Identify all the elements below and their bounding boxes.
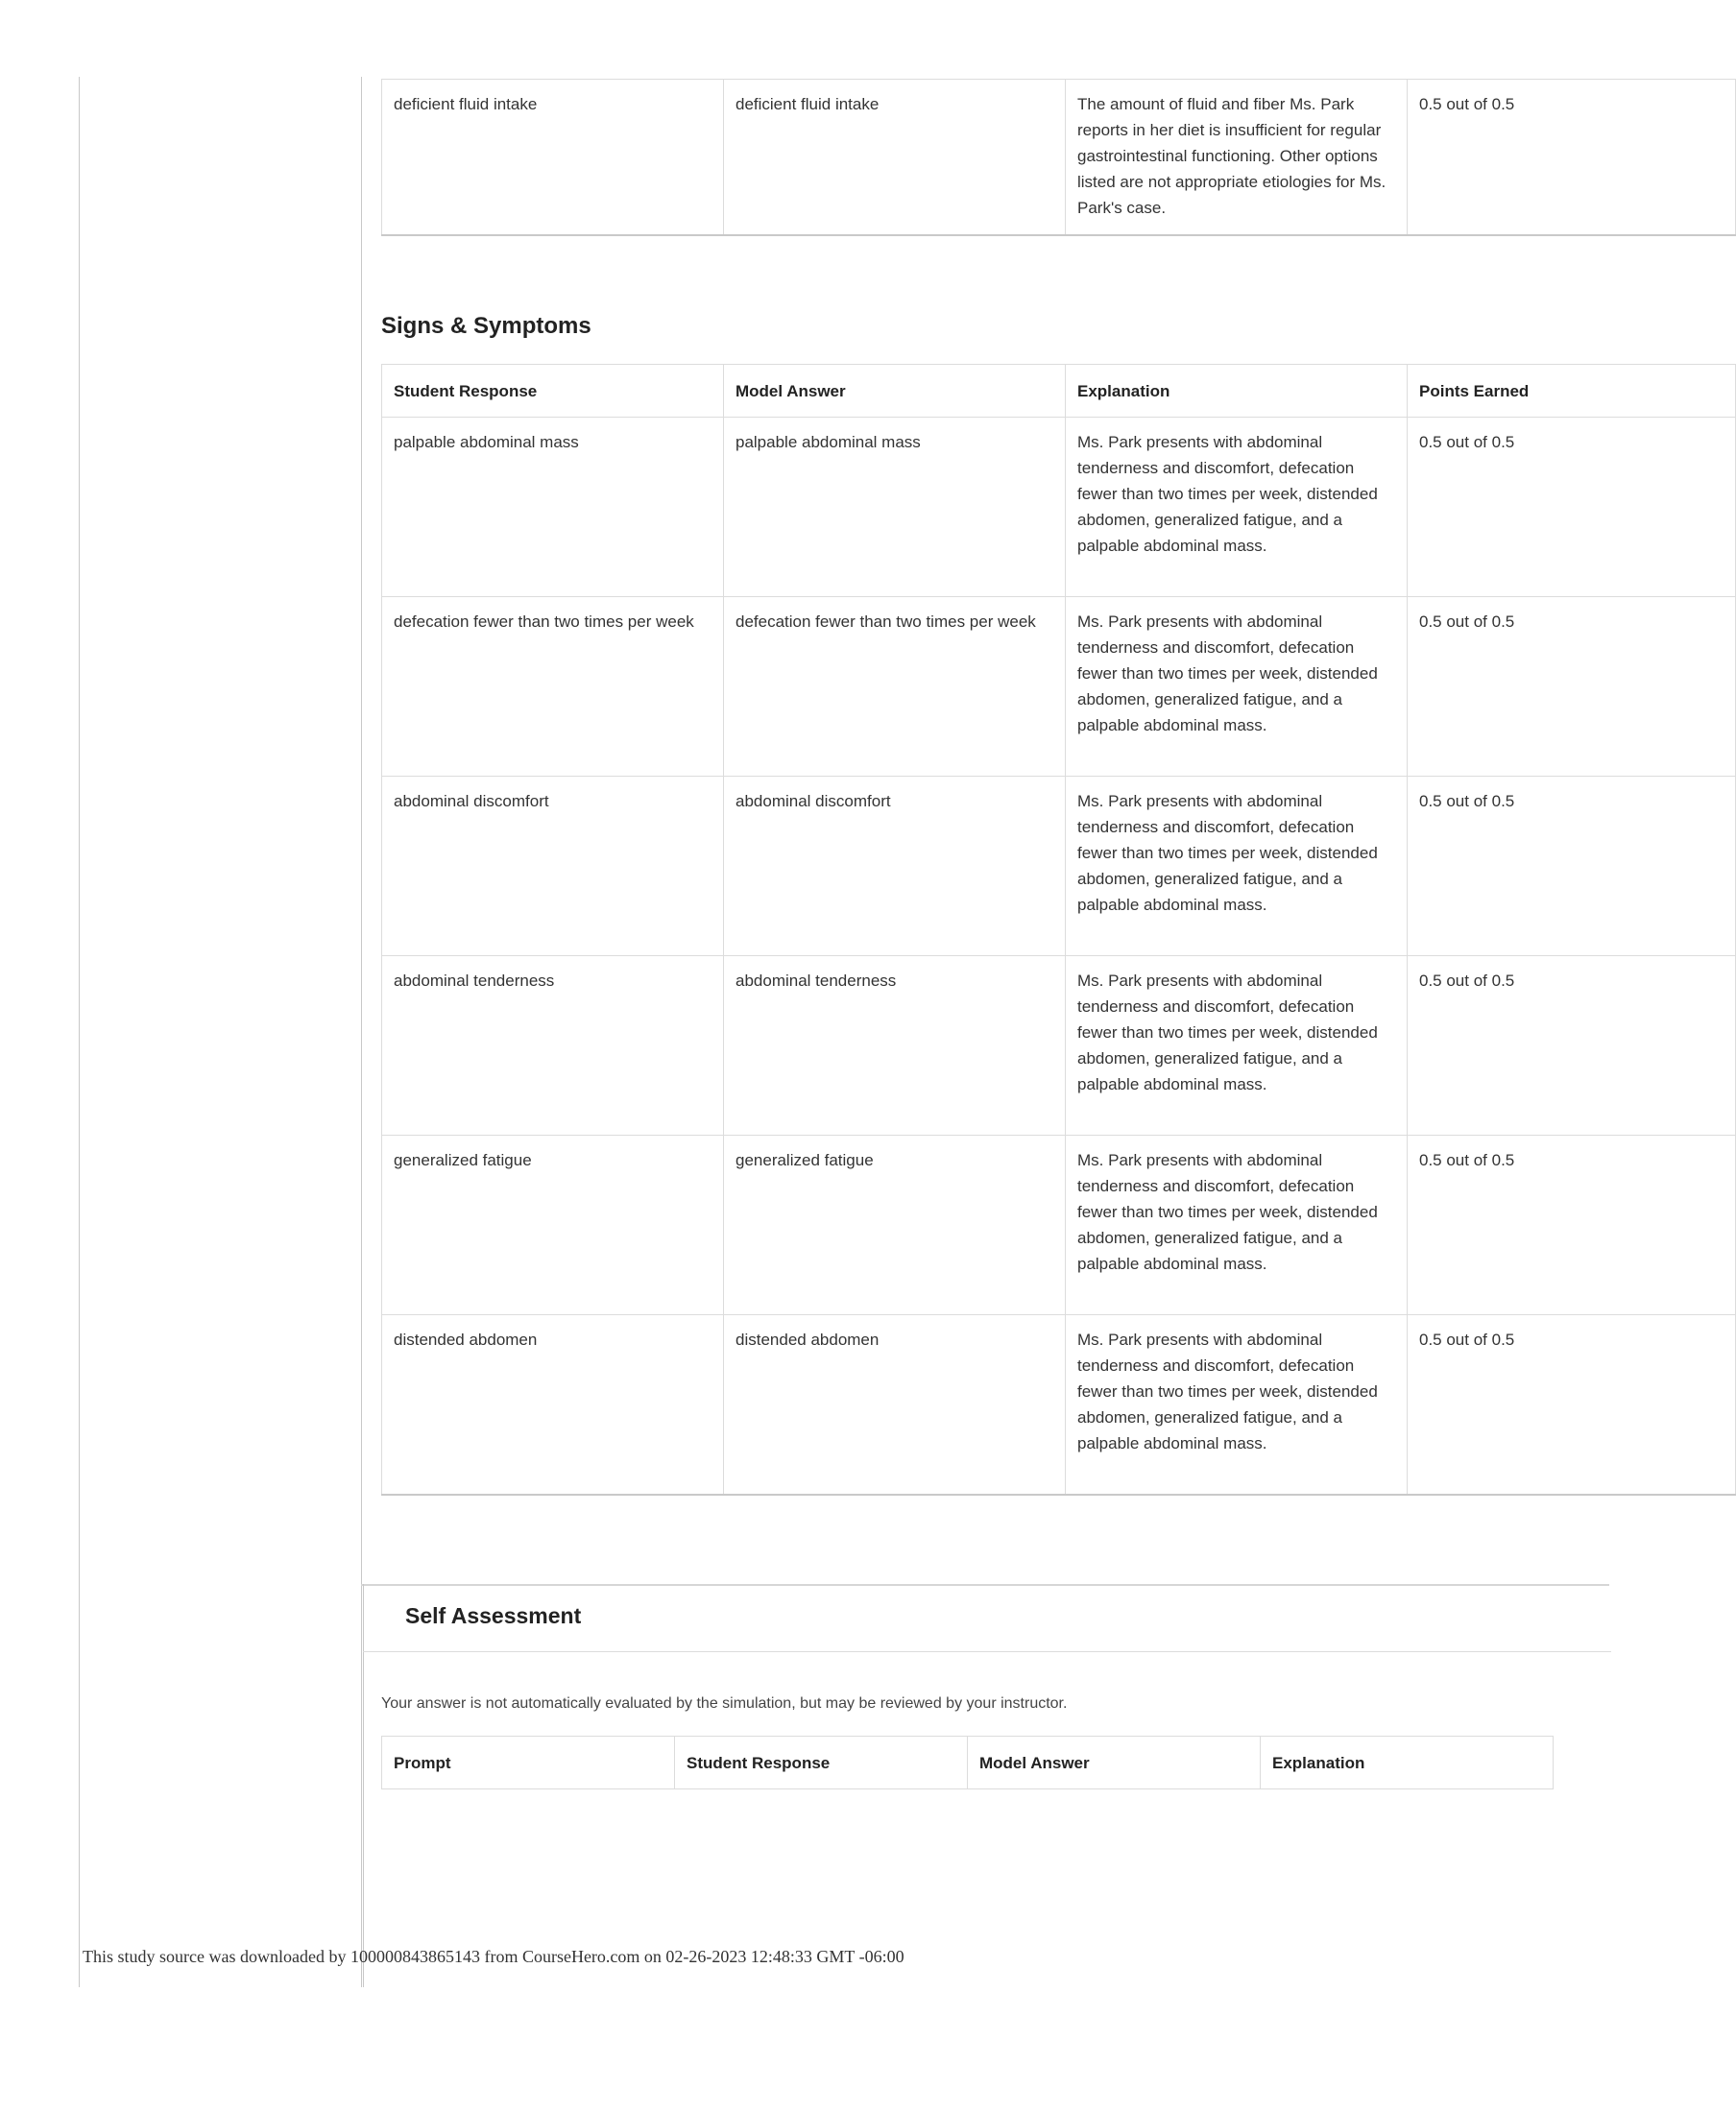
table-row bbox=[382, 1136, 1736, 1315]
table-row bbox=[382, 80, 1736, 236]
table-header-row bbox=[382, 365, 1736, 418]
points-cell: 0.5 out of 0.5 bbox=[1408, 777, 1736, 956]
explanation-cell: Ms. Park presents with abdominal tenderness and discomfort, defecation fewer than two times per week, distended abdomen, generalized fatigue, and a palpable abdominal mass. bbox=[1066, 956, 1408, 1136]
table-row bbox=[382, 418, 1736, 597]
explanation-cell: Ms. Park presents with abdominal tenderness and discomfort, defecation fewer than two times per week, distended abdomen, generalized fatigue, and a palpable abdominal mass. bbox=[1066, 777, 1408, 956]
self-assessment-panel-left bbox=[363, 1584, 364, 1987]
model-answer-cell: abdominal discomfort bbox=[724, 777, 1066, 956]
header-model-answer: Model Answer bbox=[724, 365, 1066, 418]
explanation-cell: Ms. Park presents with abdominal tenderness and discomfort, defecation fewer than two times per week, distended abdomen, generalized fatigue, and a palpable abdominal mass. bbox=[1066, 1136, 1408, 1315]
etiology-table bbox=[381, 79, 1736, 236]
model-answer-cell: distended abdomen bbox=[724, 1315, 1066, 1496]
model-answer-cell: abdominal tenderness bbox=[724, 956, 1066, 1136]
header-model-answer: Model Answer bbox=[968, 1737, 1261, 1789]
table-row bbox=[382, 597, 1736, 777]
self-assessment-divider bbox=[363, 1651, 1611, 1652]
download-footer: This study source was downloaded by 100000843865143 from CourseHero.com on 02-26-2023 12:48:33 GMT -06:00 bbox=[83, 1947, 904, 1966]
explanation-cell: Ms. Park presents with abdominal tenderness and discomfort, defecation fewer than two times per week, distended abdomen, generalized fatigue, and a palpable abdominal mass. bbox=[1066, 597, 1408, 777]
model-answer-cell: deficient fluid intake bbox=[724, 80, 1066, 236]
points-cell: 0.5 out of 0.5 bbox=[1408, 956, 1736, 1136]
points-cell: 0.5 out of 0.5 bbox=[1408, 597, 1736, 777]
header-explanation: Explanation bbox=[1066, 365, 1408, 418]
model-answer-cell: defecation fewer than two times per week bbox=[724, 597, 1066, 777]
header-explanation: Explanation bbox=[1261, 1737, 1554, 1789]
header-student-response: Student Response bbox=[675, 1737, 968, 1789]
points-cell: 0.5 out of 0.5 bbox=[1408, 1136, 1736, 1315]
student-response-cell: generalized fatigue bbox=[382, 1136, 724, 1315]
table-header-row bbox=[382, 1737, 1554, 1789]
student-response-cell: defecation fewer than two times per week bbox=[382, 597, 724, 777]
student-response-cell: distended abdomen bbox=[382, 1315, 724, 1496]
self-assessment-table bbox=[381, 1736, 1554, 1789]
model-answer-cell: generalized fatigue bbox=[724, 1136, 1066, 1315]
self-assessment-title: Self Assessment bbox=[405, 1603, 582, 1628]
header-points: Points Earned bbox=[1408, 365, 1736, 418]
signs-symptoms-title: Signs & Symptoms bbox=[381, 313, 591, 339]
explanation-cell: Ms. Park presents with abdominal tenderness and discomfort, defecation fewer than two times per week, distended abdomen, generalized fatigue, and a palpable abdominal mass. bbox=[1066, 418, 1408, 597]
signs-symptoms-table bbox=[381, 364, 1736, 1496]
student-response-cell: palpable abdominal mass bbox=[382, 418, 724, 597]
self-assessment-panel-top bbox=[361, 1584, 1609, 1586]
explanation-cell: The amount of fluid and fiber Ms. Park reports in her diet is insufficient for regular gastrointestinal functioning. Other options listed are not appropriate etiologies for Ms. Park's case. bbox=[1066, 80, 1408, 236]
table-row bbox=[382, 956, 1736, 1136]
points-cell: 0.5 out of 0.5 bbox=[1408, 80, 1736, 236]
header-prompt: Prompt bbox=[382, 1737, 675, 1789]
table-row bbox=[382, 1315, 1736, 1496]
table-row bbox=[382, 777, 1736, 956]
student-response-cell: abdominal tenderness bbox=[382, 956, 724, 1136]
points-cell: 0.5 out of 0.5 bbox=[1408, 1315, 1736, 1496]
student-response-cell: deficient fluid intake bbox=[382, 80, 724, 236]
header-student-response: Student Response bbox=[382, 365, 724, 418]
self-assessment-note: Your answer is not automatically evaluated by the simulation, but may be reviewed by your instructor. bbox=[381, 1695, 1068, 1712]
points-cell: 0.5 out of 0.5 bbox=[1408, 418, 1736, 597]
student-response-cell: abdominal discomfort bbox=[382, 777, 724, 956]
explanation-cell: Ms. Park presents with abdominal tenderness and discomfort, defecation fewer than two times per week, distended abdomen, generalized fatigue, and a palpable abdominal mass. bbox=[1066, 1315, 1408, 1496]
model-answer-cell: palpable abdominal mass bbox=[724, 418, 1066, 597]
